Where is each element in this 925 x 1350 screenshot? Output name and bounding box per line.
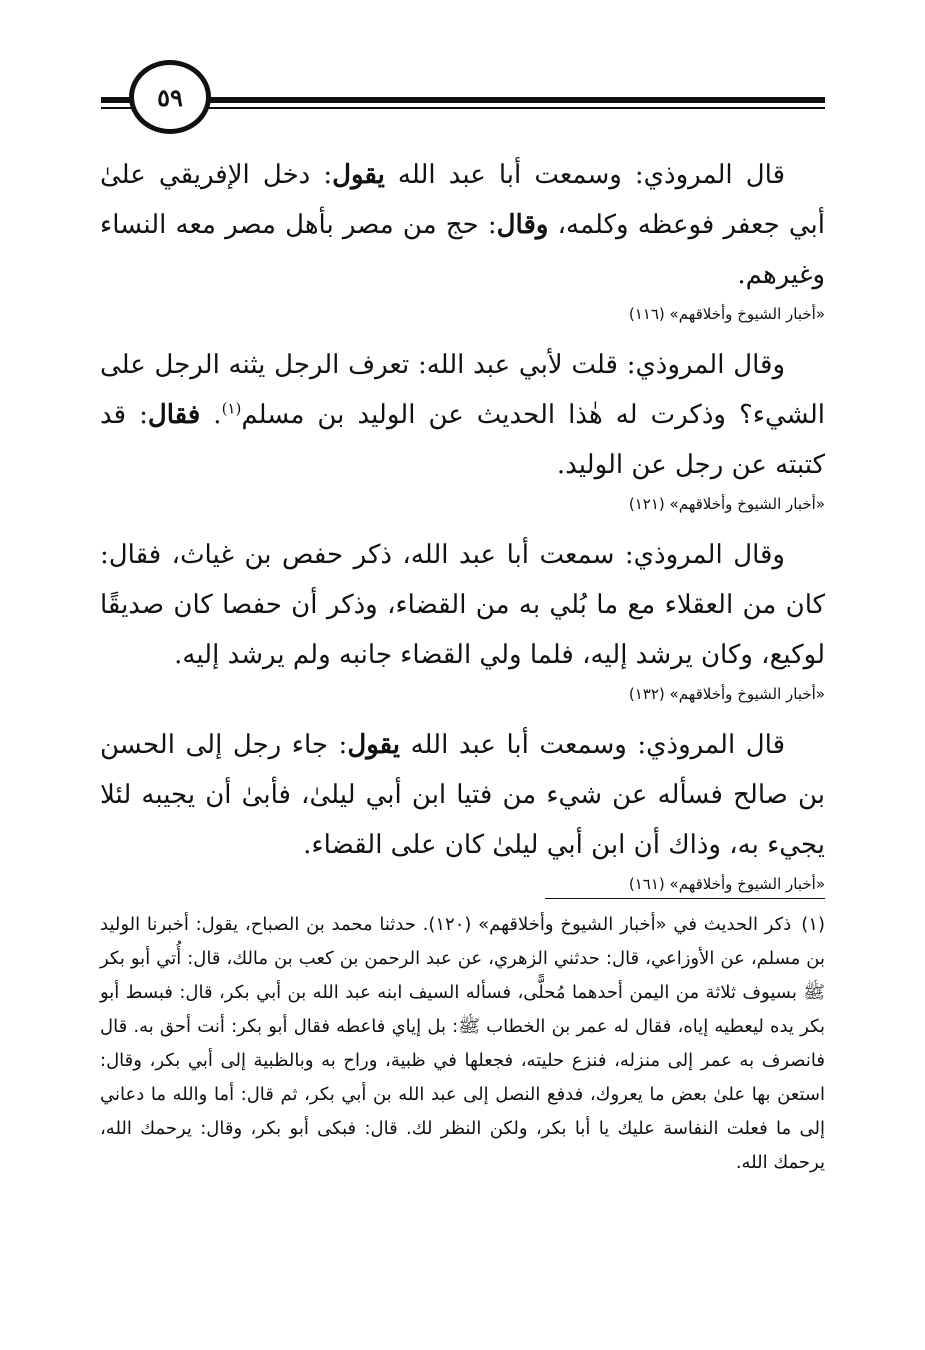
bold-word: يقول: [347, 730, 401, 760]
paragraph-2: وقال المروذي: قلت لأبي عبد الله: تعرف الرجل يثنه الرجل على الشيء؟ وذكرت له هٰذا الحديث عن الوليد بن مسلم$^{(١)}$. فقال: قد كتبته عن رجل عن الوليد.: [100, 350, 826, 480]
footnote-marker: (١): [801, 914, 825, 935]
bold-word: يقول: [332, 160, 385, 190]
main-text: [100, 150, 825, 910]
source-citation: «أخبار الشيوخ وأخلاقهم» (١١٦): [628, 305, 825, 323]
page-number: ٥٩: [129, 60, 211, 134]
bold-word: فقال: [147, 400, 201, 430]
footnote-reference[interactable]: (١): [221, 399, 242, 418]
paragraph-1: قال المروذي: وسمعت أبا عبد الله يقول: دخل الإفريقي علىٰ أبي جعفر فوعظه وكلمه، وقال: حج من مصر بأهل مصر معه النساء وغيرهم.: [100, 160, 825, 290]
source-citation: «أخبار الشيوخ وأخلاقهم» (١٦١): [628, 875, 825, 893]
footnote-text: ذكر الحديث في «أخبار الشيوخ وأخلاقهم» (١٢٠). حدثنا محمد بن الصباح، يقول: أخبرنا الوليد بن مسلم، عن الأوزاعي، قال: حدثني الزهري، عن عبد الرحمن بن كعب بن مالك، قال: أُتي أبو بكر ﷺ بسيوف ثلاثة من اليمن أحدهما مُحلًّى، فسأله السيف ابنه عبد الله بن أبي بكر، قال: فبسط أبو بكر يده ليعطيه إياه، فقال له عمر بن الخطاب ﷺ: بل إياي فاعطه فقال أبو بكر: أنت أحق به. قال فانصرف به عمر إلى منزله، فنزع حليته، فجعلها في ظبية، وراح به وبالظبية إلى أبي بكر، وقال: استعن بها علىٰ بعض ما يعروك، فدفع النصل إلى عبد الله بن أبي بكر، ثم قال: أما والله ما دعاني إلى ما فعلت النفاسة عليك يا أبا بكر، ولكن النظر لك. قال: فبكى أبو بكر، وقال: يرحمك الله، يرحمك الله.: [100, 914, 825, 1173]
footnote-separator: [545, 898, 825, 899]
bold-word: وقال: [496, 210, 549, 240]
source-citation: «أخبار الشيوخ وأخلاقهم» (١٢١): [628, 495, 825, 513]
page-header: [0, 60, 925, 140]
footnote: [100, 908, 825, 1180]
header-rule-thin: [101, 107, 825, 109]
paragraph-4: قال المروذي: وسمعت أبا عبد الله يقول: جاء رجل إلى الحسن بن صالح فسأله عن شيء من فتيا ابن أبي ليلىٰ، فأبىٰ أن يجيبه لئلا يجيء به، وذاك أن ابن أبي ليلىٰ كان على القضاء.: [100, 730, 825, 860]
source-citation: «أخبار الشيوخ وأخلاقهم» (١٣٢): [628, 685, 825, 703]
paragraph-3: وقال المروذي: سمعت أبا عبد الله، ذكر حفص بن غياث، فقال: كان من العقلاء مع ما بُلي به من القضاء، وذكر أن حفصا كان صديقًا لوكيع، وكان يرشد إليه، فلما ولي القضاء جانبه ولم يرشد إليه.: [100, 540, 825, 670]
